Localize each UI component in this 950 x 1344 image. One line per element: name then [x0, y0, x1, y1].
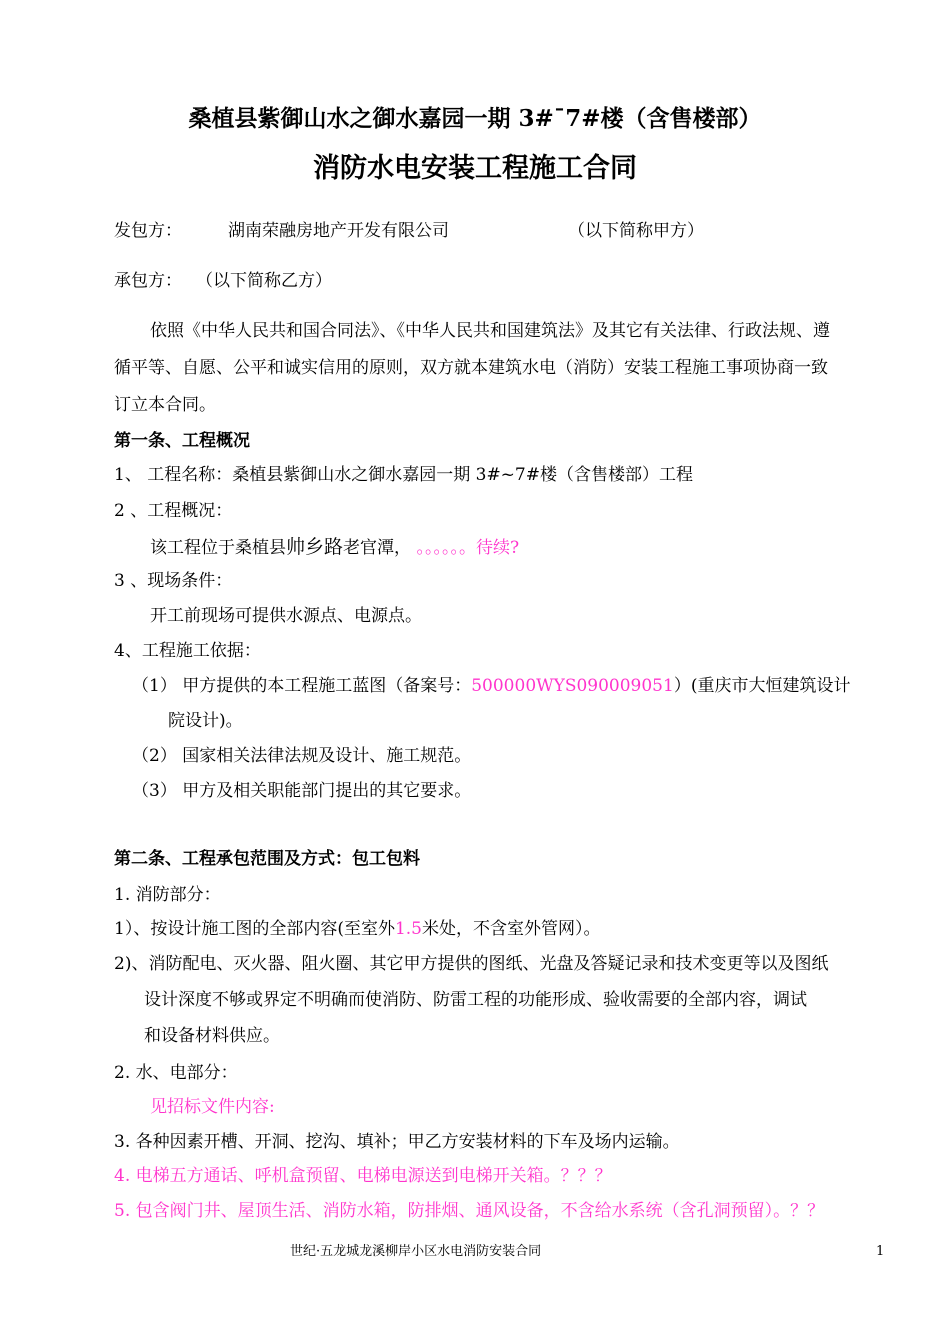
site-label: 3 、现场条件：	[114, 571, 233, 591]
basis-2: （2） 国家相关法律法规及设计、施工规范。	[132, 746, 472, 766]
basis-1	[132, 675, 850, 697]
basis-1-cont: 院设计)。	[168, 711, 243, 731]
page-number: 1	[876, 1244, 885, 1259]
party-a-label: 发包方：	[114, 221, 182, 241]
project-name: 1、 工程名称：桑植县紫御山水之御水嘉园一期 3#~7#楼（含售楼部）工程	[114, 465, 693, 485]
fire-item-2-line-3: 和设备材料供应。	[144, 1026, 280, 1046]
title-line-1: 桑植县紫御山水之御水嘉园一期 3#¯7#楼（含售楼部）	[188, 105, 762, 132]
water-label: 2. 水、电部分：	[114, 1063, 238, 1083]
location-pending: 。。。。。。待续?	[416, 538, 520, 558]
fire-item-2-line-2: 设计深度不够或界定不明确而使消防、防雷工程的功能形成、验收需要的全部内容，调试	[144, 990, 807, 1010]
item-5: 5. 包含阀门井、屋顶生活、消防水箱，防排烟、通风设备，不含给水系统（含孔洞预留）。？？	[114, 1201, 825, 1221]
intro-line-1: 依照《中华人民共和国合同法》、《中华人民共和国建筑法》及其它有关法律、行政法规、遵	[150, 321, 830, 341]
party-a-note: （以下简称甲方）	[568, 221, 704, 241]
basis-1-post: ）(重庆市大恒建筑设计	[673, 676, 851, 696]
location-road: 帅乡路	[286, 536, 344, 558]
intro-line-3: 订立本合同。	[114, 395, 216, 415]
fire-item-1-value: 1.5	[394, 919, 422, 939]
water-text: 见招标文件内容:	[150, 1097, 275, 1117]
party-b-label: 承包方：	[114, 271, 182, 291]
site-text: 开工前现场可提供水源点、电源点。	[150, 606, 422, 626]
party-b-note: （以下简称乙方）	[196, 271, 332, 291]
fire-item-2-line-1: 2)、消防配电、灭火器、阻火圈、其它甲方提供的图纸、光盘及答疑记录和技术变更等以及图纸	[114, 954, 829, 974]
fire-item-1-post: 米处，不含室外管网）。	[422, 919, 601, 939]
footer-text: 世纪·五龙城龙溪柳岸小区水电消防安装合同	[290, 1244, 542, 1259]
article-2-heading: 第二条、工程承包范围及方式：包工包料	[114, 849, 420, 869]
item-4: 4. 电梯五方通话、呼机盒预留、电梯电源送到电梯开关箱。？？？	[114, 1166, 612, 1186]
basis-1-pre: （1） 甲方提供的本工程施工蓝图（备案号：	[132, 676, 472, 696]
fire-item-1-pre: 1）、按设计施工图的全部内容(至室外	[114, 919, 395, 939]
fire-item-1	[114, 918, 601, 940]
location-line	[150, 536, 519, 559]
location-tail: 老官潭，	[343, 538, 403, 558]
title-line-2: 消防水电安装工程施工合同	[313, 153, 637, 184]
location-text: 该工程位于桑植县	[150, 538, 286, 558]
basis-label: 4、工程施工依据：	[114, 641, 261, 661]
article-1-heading: 第一条、工程概况	[114, 431, 250, 451]
fire-label: 1. 消防部分：	[114, 885, 221, 905]
basis-1-code: 500000WYS090009051	[471, 676, 674, 696]
party-a-name: 湖南荣融房地产开发有限公司	[228, 221, 449, 241]
basis-3: （3） 甲方及相关职能部门提出的其它要求。	[132, 781, 472, 801]
item-3: 3. 各种因素开槽、开洞、挖沟、填补；甲乙方安装材料的下车及场内运输。	[114, 1132, 680, 1152]
overview-label: 2 、工程概况：	[114, 501, 233, 521]
intro-line-2: 循平等、自愿、公平和诚实信用的原则，双方就本建筑水电（消防）安装工程施工事项协商一致	[114, 358, 828, 378]
